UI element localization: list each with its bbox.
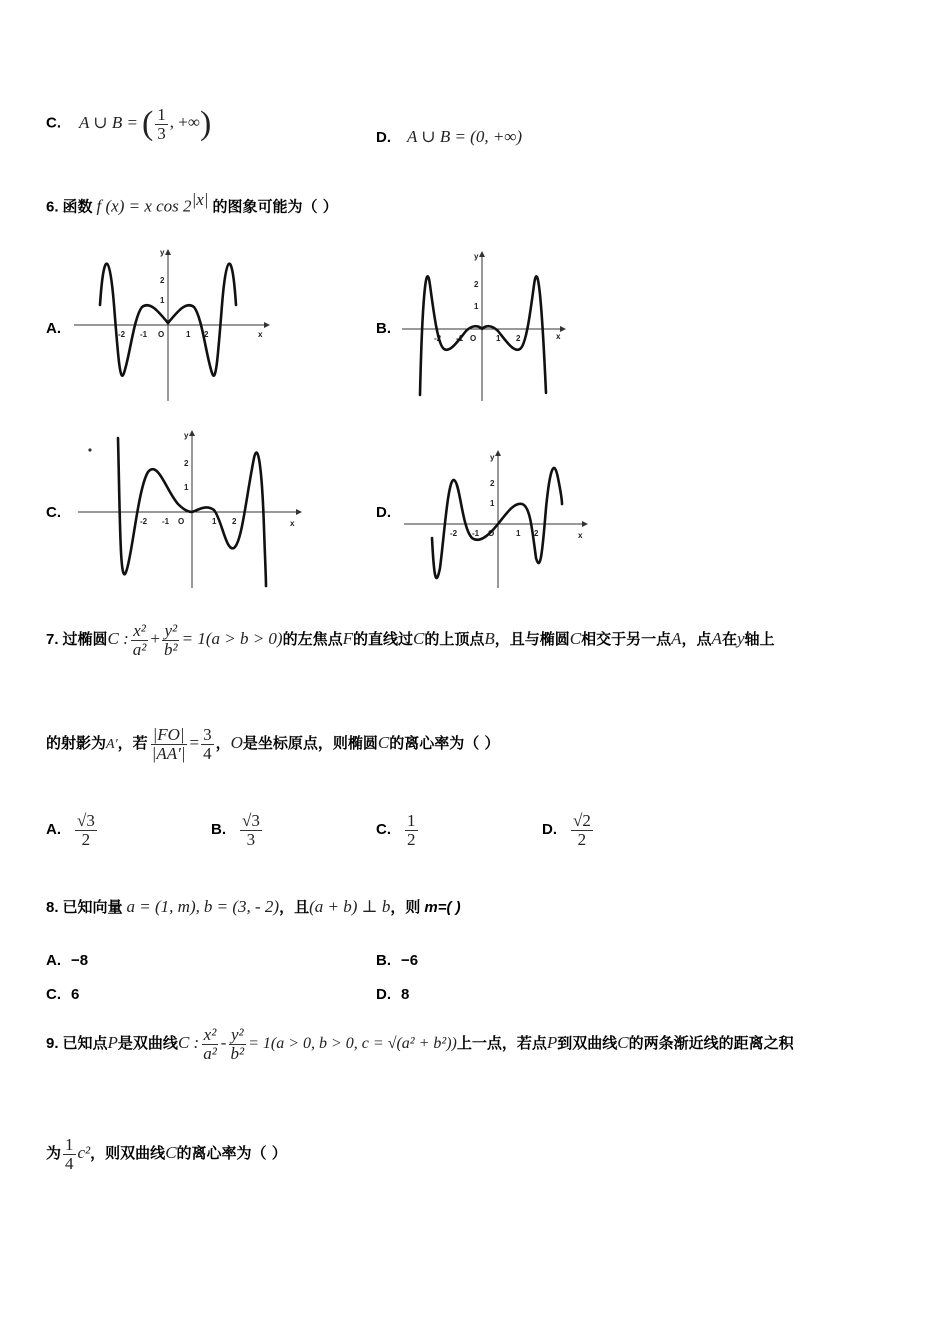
x-axis-arrow-icon [264,322,270,328]
option-value: 6 [71,986,80,1003]
q9-stem-line2 [46,1136,287,1173]
stem-text: 的两条渐近线的距离之积 [628,1034,794,1053]
xm1-label: -1 [456,334,464,343]
hyperbola-condition: = 1(a > 0, b > 0, c = √(a² + b²)) [248,1035,457,1053]
curve-c: C [413,629,425,649]
fraction-y: $\frac{\text{y²}}{\text{b²}}$ [163,621,178,659]
paren-right: ) [199,105,212,142]
paren-left: ( [141,105,154,142]
option-label: A. [46,952,61,969]
option-math-tail: , +∞ [169,112,200,132]
option-math: A ∪ B = (0, +∞) [407,127,523,146]
c-squared: c² [77,1143,91,1163]
y2-label: 2 [184,459,189,468]
q5-option-c [46,105,211,143]
option-value: $\frac{√3}{2}$ [77,811,95,849]
option-label: D. [542,821,557,839]
stem-text: 的图象可能为（ ） [212,197,338,216]
y-axis-arrow-icon [189,430,195,436]
function-curve [420,276,546,395]
x1-label: 1 [516,529,521,538]
option-math: A ∪ B = [79,112,138,132]
stem-text: ，则 [390,898,421,916]
q8-option-b [376,952,418,970]
stem-text: 函数 [62,197,93,216]
xm1-label: -1 [140,330,148,339]
ratio-fraction: $\frac{|FO|}{|AA'|}$ [151,725,186,763]
y1-label: 1 [184,483,189,492]
x-label: x [556,332,561,341]
stem-text: 过椭圆 [62,630,108,649]
x-label: x [290,519,295,528]
y-axis-arrow-icon [495,450,501,456]
option-value: $\frac{1}{2}$ [407,811,416,849]
x-axis-arrow-icon [296,509,302,515]
curve-c: C [569,629,582,649]
x1-label: 1 [496,334,501,343]
vector-b: b = (3, - 2) [203,897,280,916]
xm2-label: -2 [118,330,126,339]
stem-text: 轴上 [744,630,775,649]
x1-label: 1 [212,517,217,526]
equals: = [189,733,200,753]
q7-stem-line2 [46,726,499,763]
origin-label: O [488,529,495,538]
y1-label: 1 [490,499,495,508]
minus: - [220,1033,227,1053]
fraction-y: $\frac{\text{y²}}{\text{b²}}$ [230,1025,245,1063]
question-number: 8. [46,899,59,916]
stem-text: 的左焦点 [282,630,343,649]
xm1-label: -1 [472,529,480,538]
stem-text: 到双曲线 [557,1034,618,1053]
origin-label: O [178,517,185,526]
q6-option-b-label: B. [376,320,391,337]
stem-text: ，若 [117,734,148,753]
q7-stem-line1: 7. 过椭圆C : $\frac{\text{x²}}{\text{a²}}$ + $\frac{\text{y²}}{\text{b²}}$ = 1(a > b > 0)的左焦点F的直线过C的上顶点B，且与椭圆C相交于另一点A，点A在y轴上 [46,621,775,659]
stem-text: 的离心率为（ ） [389,734,500,753]
option-value: −6 [401,952,419,969]
q6-option-c-label: C. [46,504,61,521]
hyperbola-label: C : [177,1033,200,1053]
y1-label: 1 [474,302,479,311]
point-f: F [342,629,353,649]
q8-option-d [376,986,409,1004]
x-axis-arrow-icon [582,521,588,527]
stem-text: 的射影为 [46,734,107,753]
curve-c: C [165,1143,177,1163]
option-label: A. [46,821,61,839]
axis-y: y [736,629,745,649]
fraction-x: $\frac{\text{x²}}{\text{a²}}$ [203,1025,217,1063]
stem-text: 上一点，若点 [456,1034,547,1053]
graph-d [402,448,592,593]
stem-text: 的离心率为（ ） [176,1144,287,1163]
point-a-prime: A′ [106,737,118,753]
q7-option-a [46,812,99,849]
function-exponent: |x| [191,190,209,209]
stem-text: 的直线过 [353,630,414,649]
point-a: A [671,629,682,649]
q8-stem [46,896,461,917]
option-label: D. [376,129,391,146]
y2-label: 2 [474,280,479,289]
q7-option-d [542,812,595,849]
function-expr: f (x) = x cos 2 [96,196,192,216]
y-axis-arrow-icon [479,251,485,257]
x1-label: 1 [186,330,191,339]
option-label: C. [376,821,391,839]
x-label: x [258,330,263,339]
origin-label: O [470,334,477,343]
q7-option-b [211,812,264,849]
x-label: x [578,531,583,540]
option-value: 8 [401,986,410,1003]
option-label: B. [376,952,391,969]
point-b: B [484,629,495,649]
origin-label: O [158,330,165,339]
stem-text: 在 [721,630,737,649]
stem-text: ，点 [681,630,712,649]
y2-label: 2 [490,479,495,488]
stem-text: 的上顶点 [424,630,485,649]
option-value: $\frac{√2}{2}$ [573,811,591,849]
perp-condition: (a + b) ⊥ b [309,897,391,916]
x2-label: 2 [534,529,539,538]
stem-text: ， [215,734,231,753]
graph-c [74,428,304,593]
xm2-label: -2 [434,334,442,343]
xm2-label: -2 [140,517,148,526]
y-label: y [160,248,165,257]
q8-option-c [46,986,79,1004]
question-number: 6. [46,198,59,216]
point-a: A [711,629,722,649]
q6-option-a-label: A. [46,320,61,337]
q8-option-a [46,952,88,970]
curve-c: C [617,1033,629,1053]
vector-a: a = (1, m), [126,897,200,916]
point-p: P [107,1033,118,1053]
unknown-m: m=( ) [424,899,461,916]
option-value: −8 [71,952,89,969]
option-label: B. [211,821,226,839]
y-label: y [474,252,479,261]
graph-b [400,245,570,405]
stem-text: ，且与椭圆 [494,630,570,649]
stem-text: 相交于另一点 [581,630,672,649]
q9-stem-line1 [46,1026,794,1063]
stem-text: ，且 [279,898,310,916]
q7-option-c [376,812,420,849]
fraction-quarter: $\frac{1}{4}$ [65,1135,74,1173]
graph-a [72,245,272,405]
q6-stem [46,190,338,216]
point-o: O [230,733,243,753]
x-axis-arrow-icon [560,326,566,332]
fraction-x: $\frac{\text{x²}}{\text{a²}}$ [132,621,147,659]
x2-label: 2 [204,330,209,339]
stem-text: 为 [46,1144,62,1163]
curve-c: C [377,733,390,753]
y-label: y [490,453,495,462]
x2-label: 2 [232,517,237,526]
y-label: y [184,431,189,440]
y2-label: 2 [160,276,165,285]
point-p: P [546,1033,558,1053]
question-number: 7. [46,631,59,649]
xm1-label: -1 [162,517,170,526]
option-label: D. [376,986,391,1003]
ellipse-condition: = 1(a > b > 0) [181,629,283,649]
q6-option-d-label: D. [376,504,391,521]
y1-label: 1 [160,296,165,305]
stem-text: 是坐标原点，则椭圆 [242,734,378,753]
x2-label: 2 [516,334,521,343]
stem-text: ，则双曲线 [90,1144,166,1163]
ratio-value: $\frac{3}{4}$ [203,725,212,763]
ellipse-label: C : [107,629,129,649]
question-number: 9. [46,1035,59,1053]
xm2-label: -2 [450,529,458,538]
option-value: $\frac{√3}{3}$ [242,811,260,849]
function-curve [432,468,562,578]
stem-text: 已知点 [62,1034,108,1053]
stray-dot [88,448,91,451]
q5-option-d [376,127,522,147]
y-axis-arrow-icon [165,249,171,255]
option-label: C. [46,114,61,132]
fraction: $\frac{1}{3}$ [157,104,166,143]
stem-text: 已知向量 [62,898,123,916]
option-label: C. [46,986,61,1003]
stem-text: 是双曲线 [117,1034,178,1053]
